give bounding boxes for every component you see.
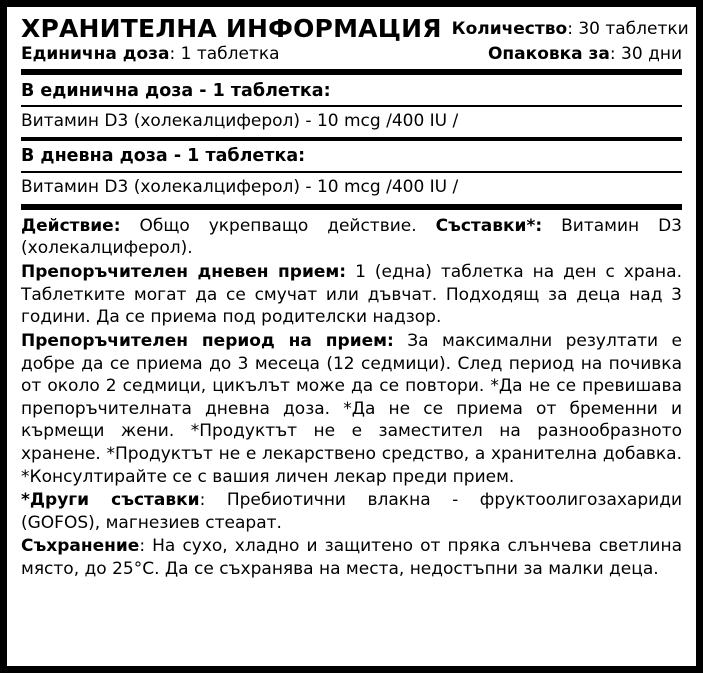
divider-med-1 [21,137,682,141]
action-text: Общо укрепващо действие. [120,215,436,236]
daily-dose-section-heading: В дневна доза - 1 таблетка: [21,146,306,167]
storage-label: Съхранение [21,536,140,557]
package-value: : 30 дни [609,43,682,64]
ingredients-text: Витамин D3 (холекалциферол). [21,215,682,259]
other-ingredients-label: *Други съставки [21,490,200,511]
page-title: ХРАНИТЕЛНА ИНФОРМАЦИЯ [21,14,442,43]
intake-period-label: Препоръчителен период на прием: [21,330,394,351]
divider-thin-2 [21,171,682,173]
divider-thick-bottom [21,204,682,210]
action-label: Действие: [21,215,121,236]
daily-intake-label: Препоръчителен дневен прием: [21,262,347,283]
unit-dose-section-line: Витамин D3 (холекалциферол) - 10 mcg /400 IU / [21,111,459,132]
quantity-label: Количество [451,19,568,40]
ingredients-label: Съставки*: [435,215,543,236]
package-label: Опаковка за [487,43,610,64]
action-paragraph [21,215,682,260]
daily-intake-text: 1 (една) таблетка на ден с храна. Таблетките могат да се смучат или дъвчат. Подходящ за деца над 3 години. Да се приема под родителски надзор. [21,262,682,328]
package-field [488,44,682,64]
divider-thick-top [21,69,682,75]
daily-dose-section-line: Витамин D3 (холекалциферол) - 10 mcg /400 IU / [21,176,459,197]
other-ingredients-paragraph [21,489,682,534]
label-header [21,14,689,43]
daily-intake-paragraph [21,261,682,329]
label-body-text [21,215,682,581]
storage-paragraph [21,535,682,580]
unit-dose-section-heading: В единична доза - 1 таблетка: [21,80,331,101]
quantity-value: : 30 таблетки [567,19,689,40]
intake-period-paragraph [21,330,682,488]
daily-dose-section [21,145,682,199]
unit-dose-row [21,44,682,64]
intake-period-text: За максимални резултати е добре да се приема до 3 месеца (12 седмици). След период на почивка от около 2 седмици, цикълът може да се повтори. *Да не се превишава препоръчителната дневна доза. *Да не се приема от бременни и кърмещи жени. *Продуктът не е заместител на разнообразното хранене. *Продуктът не е лекарствено средство, а хранителна добавка. *Консултирайте се с вашия личен лекар преди прием. [21,330,682,487]
divider-thin-1 [21,105,682,107]
other-ingredients-text: : Пребиотични влакна - фруктоолигозахариди (GOFOS), магнезиев стеарат. [21,490,682,533]
unit-dose-field [21,44,280,64]
unit-dose-section [21,80,682,134]
unit-dose-value: : 1 таблетка [169,43,280,64]
quantity-row [452,19,689,42]
unit-dose-label: Единична доза [21,43,170,64]
storage-text: : На сухо, хладно и защитено от пряка слънчева светлина място, до 25°C. Да се съхранява на места, недостъпни за малки деца. [21,536,682,580]
